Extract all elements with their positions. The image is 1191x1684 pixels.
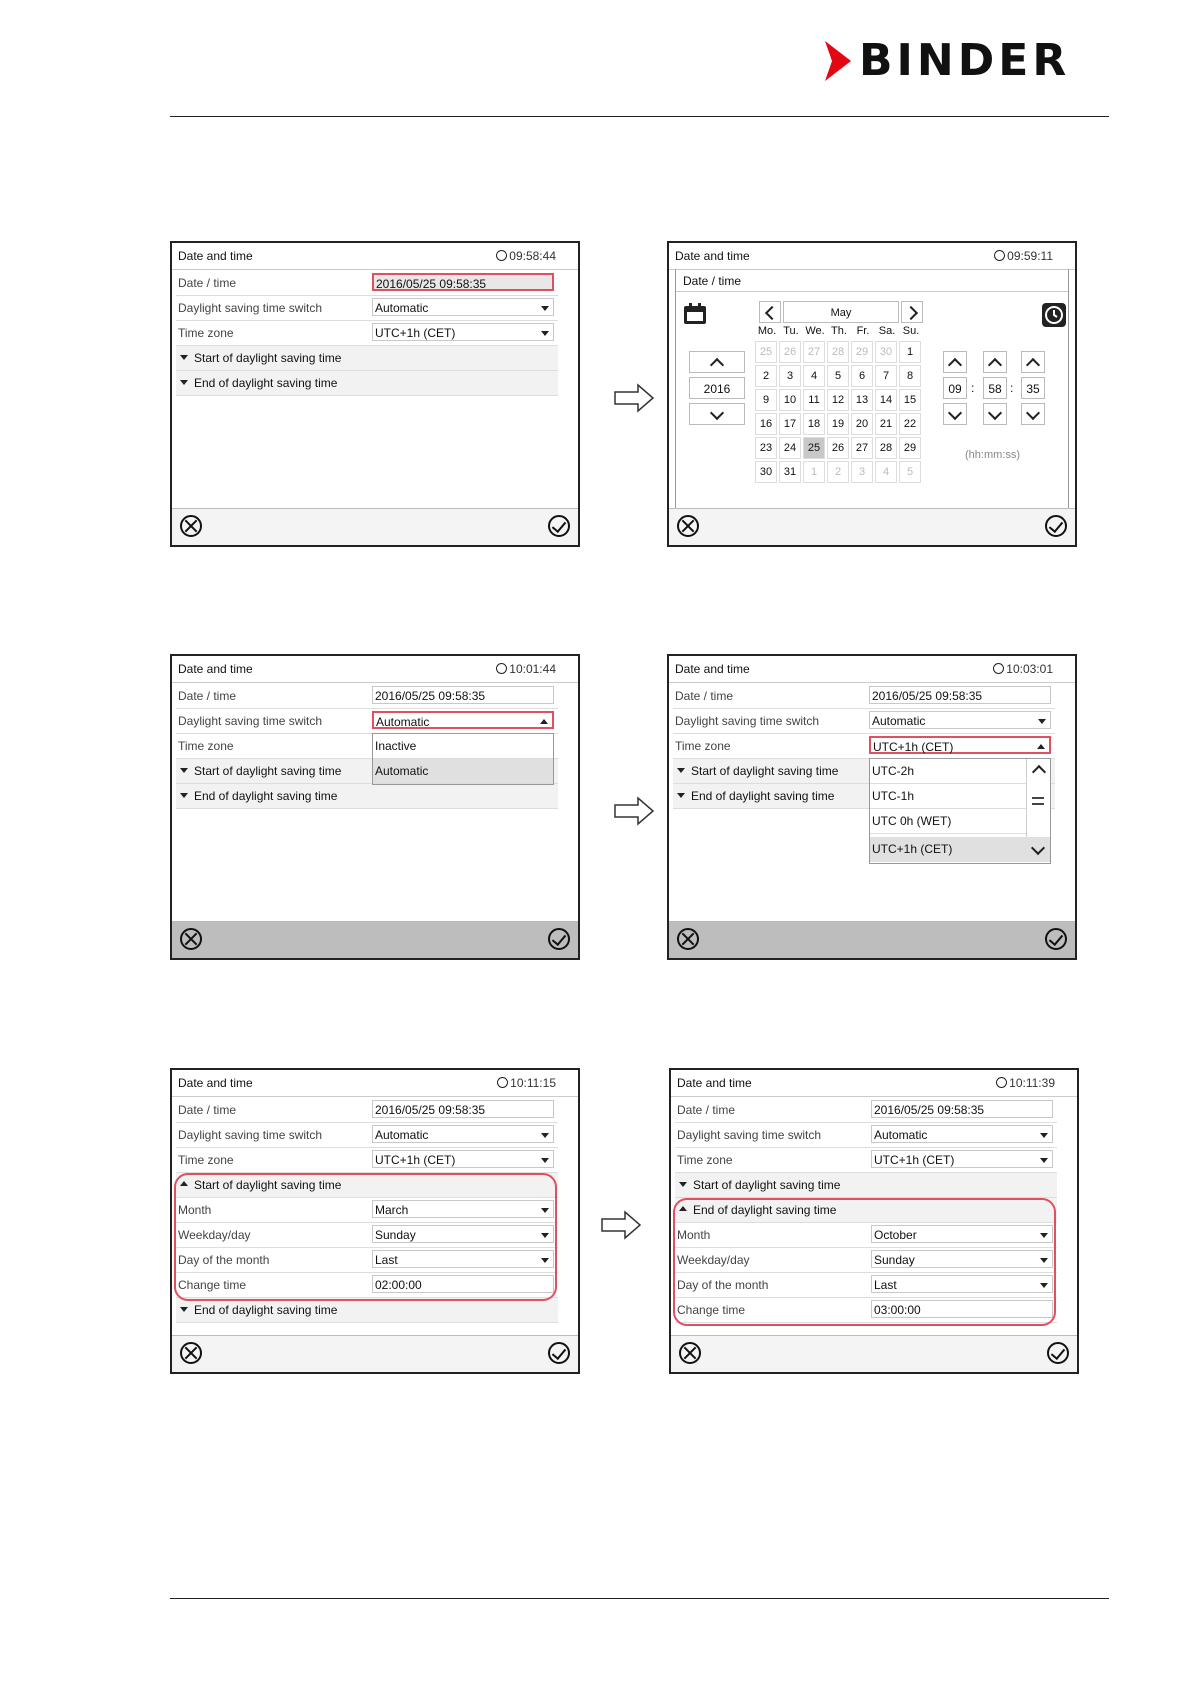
change-time-field[interactable]: 02:00:00 bbox=[372, 1275, 554, 1293]
chevron-down-icon bbox=[1026, 406, 1040, 420]
screen-header bbox=[669, 656, 1075, 683]
chevron-down-icon bbox=[541, 331, 549, 336]
chevron-up-icon[interactable] bbox=[1032, 765, 1046, 779]
screen-footer bbox=[172, 921, 578, 958]
screen-dst-switch-dropdown bbox=[170, 654, 580, 960]
screen-header bbox=[671, 1070, 1077, 1097]
calendar-day[interactable]: 2 bbox=[827, 461, 849, 483]
chevron-up-icon bbox=[948, 358, 962, 372]
select-value: March bbox=[375, 1203, 409, 1217]
chevron-down-icon bbox=[710, 406, 724, 420]
row-label: Time zone bbox=[675, 739, 731, 753]
section-label: Start of daylight saving time bbox=[194, 351, 342, 365]
calendar-day[interactable]: 1 bbox=[899, 341, 921, 363]
next-month-button[interactable] bbox=[901, 301, 923, 323]
clock bbox=[993, 662, 1053, 676]
calendar-day[interactable]: 16 bbox=[755, 413, 777, 435]
calendar-day[interactable]: 31 bbox=[779, 461, 801, 483]
minute-down-button[interactable] bbox=[983, 403, 1007, 425]
calendar-day[interactable]: 9 bbox=[755, 389, 777, 411]
calendar-day[interactable]: 13 bbox=[851, 389, 873, 411]
select-value: Last bbox=[874, 1278, 897, 1292]
hour-up-button[interactable] bbox=[943, 351, 967, 373]
year-up-button[interactable] bbox=[689, 351, 745, 373]
chevron-down-icon bbox=[988, 406, 1002, 420]
calendar-day[interactable]: 7 bbox=[875, 365, 897, 387]
row-label: Time zone bbox=[178, 739, 234, 753]
clock-mode-icon[interactable] bbox=[1042, 303, 1066, 327]
expand-icon bbox=[180, 380, 188, 385]
section-label: End of daylight saving time bbox=[693, 1203, 837, 1217]
calendar-day[interactable]: 28 bbox=[875, 437, 897, 459]
select-value: Automatic bbox=[874, 1128, 928, 1142]
calendar-day[interactable]: 23 bbox=[755, 437, 777, 459]
clock bbox=[996, 1076, 1055, 1090]
date-time-field[interactable]: 2016/05/25 09:58:35 bbox=[372, 273, 554, 291]
calendar-day[interactable]: 2 bbox=[755, 365, 777, 387]
select-value: UTC+1h (CET) bbox=[375, 1153, 456, 1167]
chevron-down-icon bbox=[1040, 1158, 1048, 1163]
section-label: End of daylight saving time bbox=[194, 789, 338, 803]
chevron-up-icon bbox=[988, 358, 1002, 372]
section-label: End of daylight saving time bbox=[691, 789, 835, 803]
option-inactive[interactable]: Inactive bbox=[373, 734, 553, 759]
calendar-icon[interactable] bbox=[683, 303, 707, 325]
calendar-day[interactable]: 30 bbox=[875, 341, 897, 363]
row-label: Daylight saving time switch bbox=[677, 1128, 822, 1142]
screen-footer bbox=[669, 508, 1075, 545]
date-time-field[interactable]: 2016/05/25 09:58:35 bbox=[871, 1100, 1053, 1118]
row-label: Date / time bbox=[675, 689, 734, 703]
screen-title: Date and time bbox=[675, 249, 750, 263]
calendar-day[interactable]: 24 bbox=[779, 437, 801, 459]
calendar-day[interactable]: 1 bbox=[803, 461, 825, 483]
screen-time-zone-dropdown bbox=[667, 654, 1077, 960]
date-time-field[interactable]: 2016/05/25 09:58:35 bbox=[372, 686, 554, 704]
select-value: Automatic bbox=[376, 715, 430, 729]
header-rule bbox=[170, 116, 1109, 117]
row-label: Daylight saving time switch bbox=[178, 1128, 323, 1142]
cancel-button[interactable] bbox=[180, 928, 202, 950]
date-time-field[interactable]: 2016/05/25 09:58:35 bbox=[372, 1100, 554, 1118]
option-utc-minus-1[interactable]: UTC-1h bbox=[870, 784, 1026, 809]
time-zone-select[interactable] bbox=[871, 1150, 1053, 1168]
clock-time: 09:58:44 bbox=[509, 249, 556, 263]
chevron-down-icon bbox=[1040, 1133, 1048, 1138]
row-label: Time zone bbox=[178, 1153, 234, 1167]
calendar-day[interactable]: 29 bbox=[851, 341, 873, 363]
row-label: Daylight saving time switch bbox=[178, 301, 323, 315]
second-down-button[interactable] bbox=[1021, 403, 1045, 425]
chevron-down-icon bbox=[948, 406, 962, 420]
calendar-day[interactable]: 28 bbox=[827, 341, 849, 363]
select-value: Sunday bbox=[874, 1253, 915, 1267]
row-dst-switch[interactable] bbox=[176, 709, 558, 734]
clock bbox=[497, 1076, 556, 1090]
confirm-button[interactable] bbox=[1047, 1342, 1069, 1364]
row-label: Weekday/day bbox=[677, 1253, 750, 1267]
year-down-button[interactable] bbox=[689, 403, 745, 425]
clock-icon bbox=[996, 1077, 1007, 1088]
calendar-day[interactable]: 18 bbox=[803, 413, 825, 435]
clock-icon bbox=[496, 250, 507, 261]
calendar-day[interactable]: 26 bbox=[779, 341, 801, 363]
screen-header bbox=[669, 243, 1075, 270]
row-time-zone[interactable] bbox=[673, 734, 1055, 759]
section-start-dst[interactable] bbox=[675, 1173, 1057, 1198]
clock-time: 10:01:44 bbox=[509, 662, 556, 676]
calendar-day[interactable]: 26 bbox=[827, 437, 849, 459]
section-end-dst[interactable] bbox=[176, 371, 558, 396]
select-value: Automatic bbox=[872, 714, 926, 728]
time-zone-select[interactable] bbox=[372, 1150, 554, 1168]
cancel-button[interactable] bbox=[677, 928, 699, 950]
calendar-day[interactable]: 25 bbox=[755, 341, 777, 363]
row-label: Date / time bbox=[677, 1103, 736, 1117]
row-label: Date / time bbox=[178, 1103, 237, 1117]
screen-header bbox=[172, 243, 578, 270]
section-start-dst[interactable] bbox=[176, 346, 558, 371]
section-label: Start of daylight saving time bbox=[194, 1178, 342, 1192]
cancel-button[interactable] bbox=[677, 515, 699, 537]
screen-footer bbox=[671, 1335, 1077, 1372]
expand-icon bbox=[677, 793, 685, 798]
arrow-right-icon bbox=[614, 383, 654, 413]
expand-icon bbox=[180, 1307, 188, 1312]
calendar-day[interactable]: 19 bbox=[827, 413, 849, 435]
screen-footer bbox=[172, 1335, 578, 1372]
minute-up-button[interactable] bbox=[983, 351, 1007, 373]
calendar-day[interactable]: 6 bbox=[851, 365, 873, 387]
section-end-dst[interactable] bbox=[176, 784, 558, 809]
calendar-day[interactable]: 10 bbox=[779, 389, 801, 411]
calendar-day[interactable]: 12 bbox=[827, 389, 849, 411]
calendar-day[interactable]: 17 bbox=[779, 413, 801, 435]
calendar-day[interactable]: 20 bbox=[851, 413, 873, 435]
clock-icon bbox=[993, 663, 1004, 674]
minute-field[interactable]: 58 bbox=[983, 377, 1007, 399]
screen-title: Date and time bbox=[178, 249, 253, 263]
select-value: UTC+1h (CET) bbox=[375, 326, 456, 340]
expand-icon bbox=[180, 355, 188, 360]
confirm-button[interactable] bbox=[1045, 928, 1067, 950]
cancel-button[interactable] bbox=[180, 1342, 202, 1364]
select-value: Automatic bbox=[375, 301, 429, 315]
row-dst-switch[interactable] bbox=[176, 296, 558, 321]
row-label: Time zone bbox=[677, 1153, 733, 1167]
clock bbox=[496, 662, 556, 676]
calendar-day[interactable]: 14 bbox=[875, 389, 897, 411]
screen-date-time-picker bbox=[667, 241, 1077, 547]
row-label: Time zone bbox=[178, 326, 234, 340]
calendar-day[interactable]: 8 bbox=[899, 365, 921, 387]
clock bbox=[994, 249, 1053, 263]
scroll-handle-icon[interactable] bbox=[1032, 797, 1044, 805]
time-zone-select[interactable] bbox=[869, 736, 1051, 754]
cancel-button[interactable] bbox=[679, 1342, 701, 1364]
section-end-dst[interactable] bbox=[176, 1298, 558, 1323]
screen-title: Date and time bbox=[178, 1076, 253, 1090]
expand-icon bbox=[677, 768, 685, 773]
calendar-day[interactable]: 29 bbox=[899, 437, 921, 459]
time-separator: : bbox=[1010, 381, 1014, 395]
section-label: Start of daylight saving time bbox=[693, 1178, 841, 1192]
prev-month-button[interactable] bbox=[759, 301, 781, 323]
chevron-right-icon bbox=[903, 306, 917, 320]
row-label: Weekday/day bbox=[178, 1228, 251, 1242]
chevron-left-icon bbox=[764, 306, 778, 320]
calendar-day[interactable]: 27 bbox=[851, 437, 873, 459]
screen-start-dst-expanded bbox=[170, 1068, 580, 1374]
row-dst-switch[interactable] bbox=[176, 1123, 558, 1148]
clock-time: 10:11:15 bbox=[510, 1076, 556, 1090]
dst-switch-select[interactable] bbox=[372, 711, 554, 729]
time-format-hint: (hh:mm:ss) bbox=[965, 449, 1020, 461]
weekday-label: Mo. bbox=[757, 325, 777, 337]
calendar-day[interactable]: 15 bbox=[899, 389, 921, 411]
confirm-button[interactable] bbox=[548, 515, 570, 537]
calendar-day[interactable]: 5 bbox=[827, 365, 849, 387]
screen-footer bbox=[669, 921, 1075, 958]
row-dst-switch[interactable] bbox=[673, 709, 1055, 734]
row-date-time[interactable] bbox=[673, 684, 1055, 709]
highlight-frame bbox=[174, 1173, 557, 1301]
time-zone-select[interactable] bbox=[372, 323, 554, 341]
hour-field[interactable]: 09 bbox=[943, 377, 967, 399]
row-label: Month bbox=[178, 1203, 212, 1217]
chevron-up-icon bbox=[1026, 358, 1040, 372]
weekday-label: Fr. bbox=[856, 325, 870, 337]
arrow-right-icon bbox=[601, 1210, 641, 1240]
select-value: UTC+1h (CET) bbox=[873, 740, 954, 754]
second-up-button[interactable] bbox=[1021, 351, 1045, 373]
calendar-day[interactable]: 11 bbox=[803, 389, 825, 411]
row-label: Date / time bbox=[178, 689, 237, 703]
confirm-button[interactable] bbox=[548, 928, 570, 950]
screen-title: Date and time bbox=[178, 662, 253, 676]
calendar-day[interactable]: 25 bbox=[803, 437, 825, 459]
binder-logo bbox=[823, 35, 1071, 86]
row-label: Date / time bbox=[178, 276, 237, 290]
row-time-zone[interactable] bbox=[675, 1148, 1057, 1173]
select-value: Sunday bbox=[375, 1228, 416, 1242]
screen-title: Date and time bbox=[677, 1076, 752, 1090]
select-value: Automatic bbox=[375, 1128, 429, 1142]
row-label: Change time bbox=[677, 1303, 746, 1317]
highlight-frame bbox=[673, 1198, 1056, 1326]
date-time-field[interactable]: 2016/05/25 09:58:35 bbox=[869, 686, 1051, 704]
calendar-day[interactable]: 30 bbox=[755, 461, 777, 483]
weekday-label: We. bbox=[805, 325, 825, 337]
binder-logo-mark-icon bbox=[823, 39, 853, 83]
screen-title: Date and time bbox=[675, 662, 750, 676]
clock-icon bbox=[496, 663, 507, 674]
calendar-day[interactable]: 4 bbox=[875, 461, 897, 483]
screen-end-dst-expanded bbox=[669, 1068, 1079, 1374]
dst-switch-select[interactable] bbox=[871, 1125, 1053, 1143]
weekday-label: Th. bbox=[831, 325, 847, 337]
weekday-label: Sa. bbox=[878, 325, 896, 337]
row-dst-switch[interactable] bbox=[675, 1123, 1057, 1148]
hour-down-button[interactable] bbox=[943, 403, 967, 425]
clock-icon bbox=[994, 250, 1005, 261]
brand-name: BINDER bbox=[859, 35, 1071, 86]
select-value: October bbox=[874, 1228, 917, 1242]
screen-header bbox=[172, 656, 578, 683]
row-time-zone[interactable] bbox=[176, 321, 558, 346]
row-time-zone[interactable] bbox=[176, 1148, 558, 1173]
row-date-time[interactable] bbox=[176, 271, 558, 296]
row-label: Daylight saving time switch bbox=[178, 714, 323, 728]
calendar-day[interactable]: 3 bbox=[851, 461, 873, 483]
screen-header bbox=[172, 1070, 578, 1097]
calendar-day[interactable]: 3 bbox=[779, 365, 801, 387]
row-label: Daylight saving time switch bbox=[675, 714, 820, 728]
footer-rule bbox=[170, 1598, 1109, 1599]
weekday-label: Tu. bbox=[783, 325, 799, 337]
calendar-day[interactable]: 22 bbox=[899, 413, 921, 435]
calendar-day[interactable]: 21 bbox=[875, 413, 897, 435]
calendar-day[interactable]: 27 bbox=[803, 341, 825, 363]
row-label: Change time bbox=[178, 1278, 247, 1292]
section-label: End of daylight saving time bbox=[194, 376, 338, 390]
clock-time: 10:11:39 bbox=[1009, 1076, 1055, 1090]
row-date-time[interactable] bbox=[176, 1098, 558, 1123]
cancel-button[interactable] bbox=[180, 515, 202, 537]
row-date-time[interactable] bbox=[675, 1098, 1057, 1123]
change-time-field[interactable]: 03:00:00 bbox=[871, 1300, 1053, 1318]
row-date-time[interactable] bbox=[176, 684, 558, 709]
calendar-day[interactable]: 5 bbox=[899, 461, 921, 483]
row-label: Day of the month bbox=[178, 1253, 270, 1267]
section-label: Start of daylight saving time bbox=[194, 764, 342, 778]
dst-switch-select[interactable] bbox=[372, 298, 554, 316]
chevron-up-icon bbox=[540, 719, 548, 724]
dst-switch-select[interactable] bbox=[869, 711, 1051, 729]
calendar-day[interactable]: 4 bbox=[803, 365, 825, 387]
time-zone-options bbox=[869, 758, 1051, 864]
chevron-up-icon bbox=[1037, 744, 1045, 749]
dst-switch-options bbox=[372, 733, 554, 785]
select-value: Last bbox=[375, 1253, 398, 1267]
section-label: End of daylight saving time bbox=[194, 1303, 338, 1317]
option-utc-0[interactable]: UTC 0h (WET) bbox=[870, 809, 1026, 834]
expand-icon bbox=[679, 1182, 687, 1187]
second-field[interactable]: 35 bbox=[1021, 377, 1045, 399]
chevron-down-icon bbox=[541, 1158, 549, 1163]
weekday-label: Su. bbox=[902, 325, 920, 337]
screen-date-time-overview bbox=[170, 241, 580, 547]
chevron-down-icon bbox=[541, 1133, 549, 1138]
screen-footer bbox=[172, 508, 578, 545]
picker-subtitle: Date / time bbox=[683, 274, 742, 288]
option-utc-minus-2[interactable]: UTC-2h bbox=[870, 759, 1026, 784]
time-separator: : bbox=[971, 381, 975, 395]
row-label: Month bbox=[677, 1228, 711, 1242]
confirm-button[interactable] bbox=[548, 1342, 570, 1364]
month-label: May bbox=[783, 301, 899, 323]
chevron-up-icon bbox=[710, 358, 724, 372]
expand-icon bbox=[180, 793, 188, 798]
year-field[interactable]: 2016 bbox=[689, 377, 745, 399]
row-label: Day of the month bbox=[677, 1278, 769, 1292]
option-automatic[interactable]: Automatic bbox=[373, 759, 553, 784]
select-value: UTC+1h (CET) bbox=[874, 1153, 955, 1167]
expand-icon bbox=[180, 768, 188, 773]
clock bbox=[496, 249, 556, 263]
dst-switch-select[interactable] bbox=[372, 1125, 554, 1143]
confirm-button[interactable] bbox=[1045, 515, 1067, 537]
chevron-down-icon bbox=[541, 306, 549, 311]
clock-icon bbox=[497, 1077, 508, 1088]
arrow-right-icon bbox=[614, 796, 654, 826]
section-label: Start of daylight saving time bbox=[691, 764, 839, 778]
chevron-down-icon bbox=[1038, 719, 1046, 724]
clock-time: 09:59:11 bbox=[1007, 249, 1053, 263]
options-scrollbar[interactable] bbox=[1026, 759, 1050, 837]
option-utc-plus-1[interactable]: UTC+1h (CET) bbox=[870, 837, 1050, 862]
clock-time: 10:03:01 bbox=[1006, 662, 1053, 676]
